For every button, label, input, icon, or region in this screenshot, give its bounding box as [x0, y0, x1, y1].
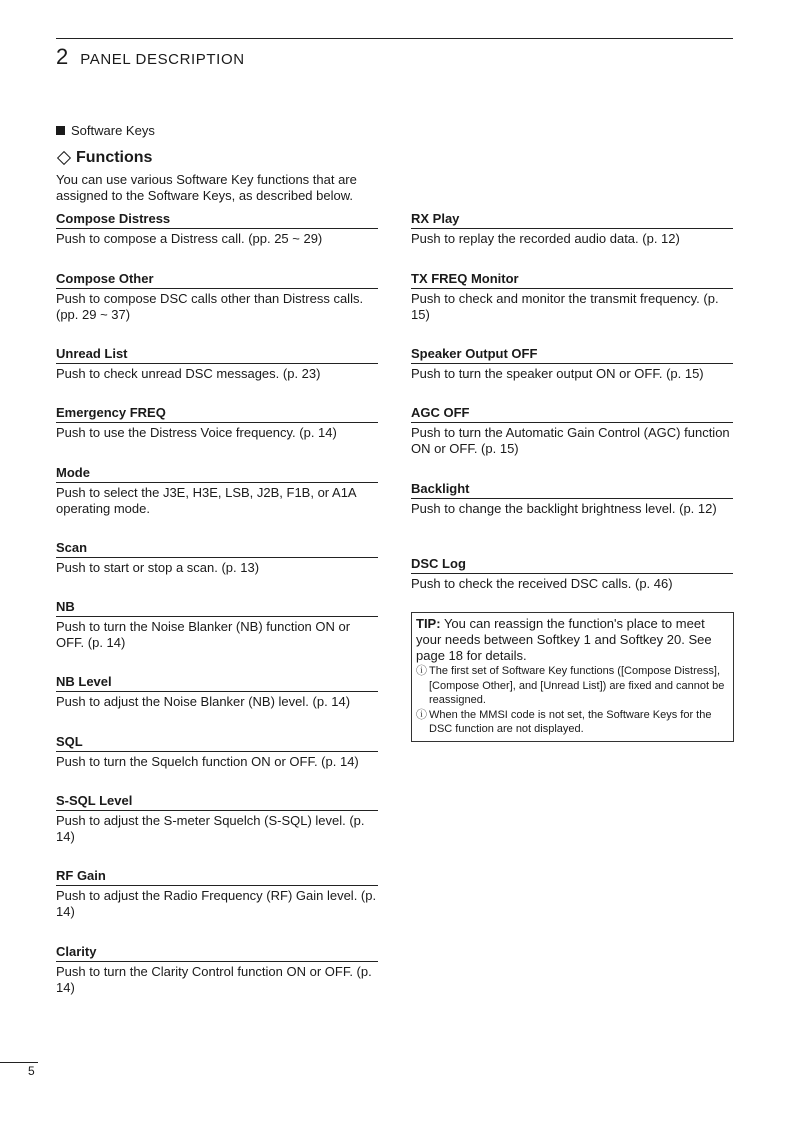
entry-title: Speaker Output OFF — [411, 346, 733, 364]
info-icon: ⓘ — [416, 708, 427, 721]
entry-description: Push to turn the Clarity Control function ON or OFF. (p. 14) — [56, 964, 372, 995]
function-entry — [411, 271, 733, 323]
function-entry — [56, 465, 378, 517]
entry-description: Push to replay the recorded audio data. (p. 12) — [411, 231, 680, 246]
entry-description: Push to compose a Distress call. (pp. 25 ~ 29) — [56, 231, 323, 246]
entry-description: Push to change the backlight brightness level. (p. 12) — [411, 501, 717, 516]
function-entry — [56, 271, 378, 323]
function-entry — [56, 346, 378, 382]
entry-title: TX FREQ Monitor — [411, 271, 733, 289]
function-entry — [411, 405, 733, 457]
tip-box — [411, 612, 734, 742]
entry-description: Push to turn the Automatic Gain Control (AGC) function ON or OFF. (p. 15) — [411, 425, 730, 456]
function-entry — [56, 793, 378, 845]
function-entry — [56, 599, 378, 651]
entry-title: NB — [56, 599, 378, 617]
function-entry — [56, 540, 378, 576]
entry-title: Backlight — [411, 481, 733, 499]
entry-title: Compose Distress — [56, 211, 378, 229]
square-bullet-icon — [56, 126, 65, 135]
function-entry — [56, 944, 378, 996]
entry-description: Push to use the Distress Voice frequency. (p. 14) — [56, 425, 337, 440]
entry-title: Scan — [56, 540, 378, 558]
entry-title: Mode — [56, 465, 378, 483]
info-icon: ⓘ — [416, 665, 427, 677]
entry-title: Emergency FREQ — [56, 405, 378, 423]
entry-title: Unread List — [56, 346, 378, 364]
function-entry — [411, 556, 733, 592]
tip-body: You can reassign the function's place to meet your needs between Softkey 1 and Softkey 20. See page 18 for details. — [416, 616, 712, 663]
entry-title: NB Level — [56, 674, 378, 692]
tip-note — [416, 664, 728, 708]
entry-description: Push to turn the speaker output ON or OFF. (p. 15) — [411, 366, 704, 381]
intro-paragraph: You can use various Software Key functions that are assigned to the Software Keys, as described below. — [56, 172, 357, 203]
function-entry — [56, 868, 378, 920]
entry-description: Push to check unread DSC messages. (p. 23) — [56, 366, 321, 381]
entry-description: Push to check the received DSC calls. (p. 46) — [411, 576, 673, 591]
entry-description: Push to select the J3E, H3E, LSB, J2B, F1B, or A1A operating mode. — [56, 485, 356, 516]
entry-description: Push to adjust the Radio Frequency (RF) Gain level. (p. 14) — [56, 888, 377, 919]
entry-title: Clarity — [56, 944, 378, 962]
diamond-icon — [57, 151, 71, 165]
tip-text — [416, 616, 728, 664]
entry-description: Push to adjust the S-meter Squelch (S-SQL) level. (p. 14) — [56, 813, 365, 844]
function-entry — [411, 211, 733, 247]
chapter-title: PANEL DESCRIPTION — [80, 51, 245, 68]
entry-title: Compose Other — [56, 271, 378, 289]
entry-title: SQL — [56, 734, 378, 752]
function-entry — [411, 346, 733, 382]
entry-title: RX Play — [411, 211, 733, 229]
subsection-heading — [56, 149, 152, 167]
entry-description: Push to turn the Squelch function ON or OFF. (p. 14) — [56, 754, 359, 769]
section-heading — [56, 123, 155, 138]
function-entry — [56, 674, 378, 710]
entry-title: RF Gain — [56, 868, 378, 886]
chapter-header — [56, 44, 245, 70]
tip-note-text: The first set of Software Key functions ([Compose Distress], [Compose Other], and [Unread List]) are fixed and cannot be reassigned. — [429, 665, 725, 706]
entry-title: S-SQL Level — [56, 793, 378, 811]
entry-title: AGC OFF — [411, 405, 733, 423]
footer-rule — [0, 1062, 38, 1063]
tip-note-text: When the MMSI code is not set, the Software Keys for the DSC function are not displayed. — [429, 708, 712, 735]
function-entry — [56, 211, 378, 247]
entry-description: Push to adjust the Noise Blanker (NB) level. (p. 14) — [56, 694, 351, 709]
entry-description: Push to turn the Noise Blanker (NB) function ON or OFF. (p. 14) — [56, 619, 351, 650]
tip-note — [416, 708, 728, 737]
tip-label: TIP: — [416, 616, 441, 631]
page-number: 5 — [28, 1064, 35, 1078]
function-entry — [56, 734, 378, 770]
function-entry — [56, 405, 378, 441]
entry-description: Push to compose DSC calls other than Distress calls. (pp. 29 ~ 37) — [56, 291, 364, 322]
section-label: Software Keys — [71, 123, 155, 138]
entry-description: Push to check and monitor the transmit frequency. (p. 15) — [411, 291, 719, 322]
entry-description: Push to start or stop a scan. (p. 13) — [56, 560, 260, 575]
function-entry — [411, 481, 733, 517]
entry-title: DSC Log — [411, 556, 733, 574]
chapter-number: 2 — [56, 44, 69, 69]
header-rule — [56, 38, 733, 39]
subsection-title: Functions — [76, 149, 153, 166]
